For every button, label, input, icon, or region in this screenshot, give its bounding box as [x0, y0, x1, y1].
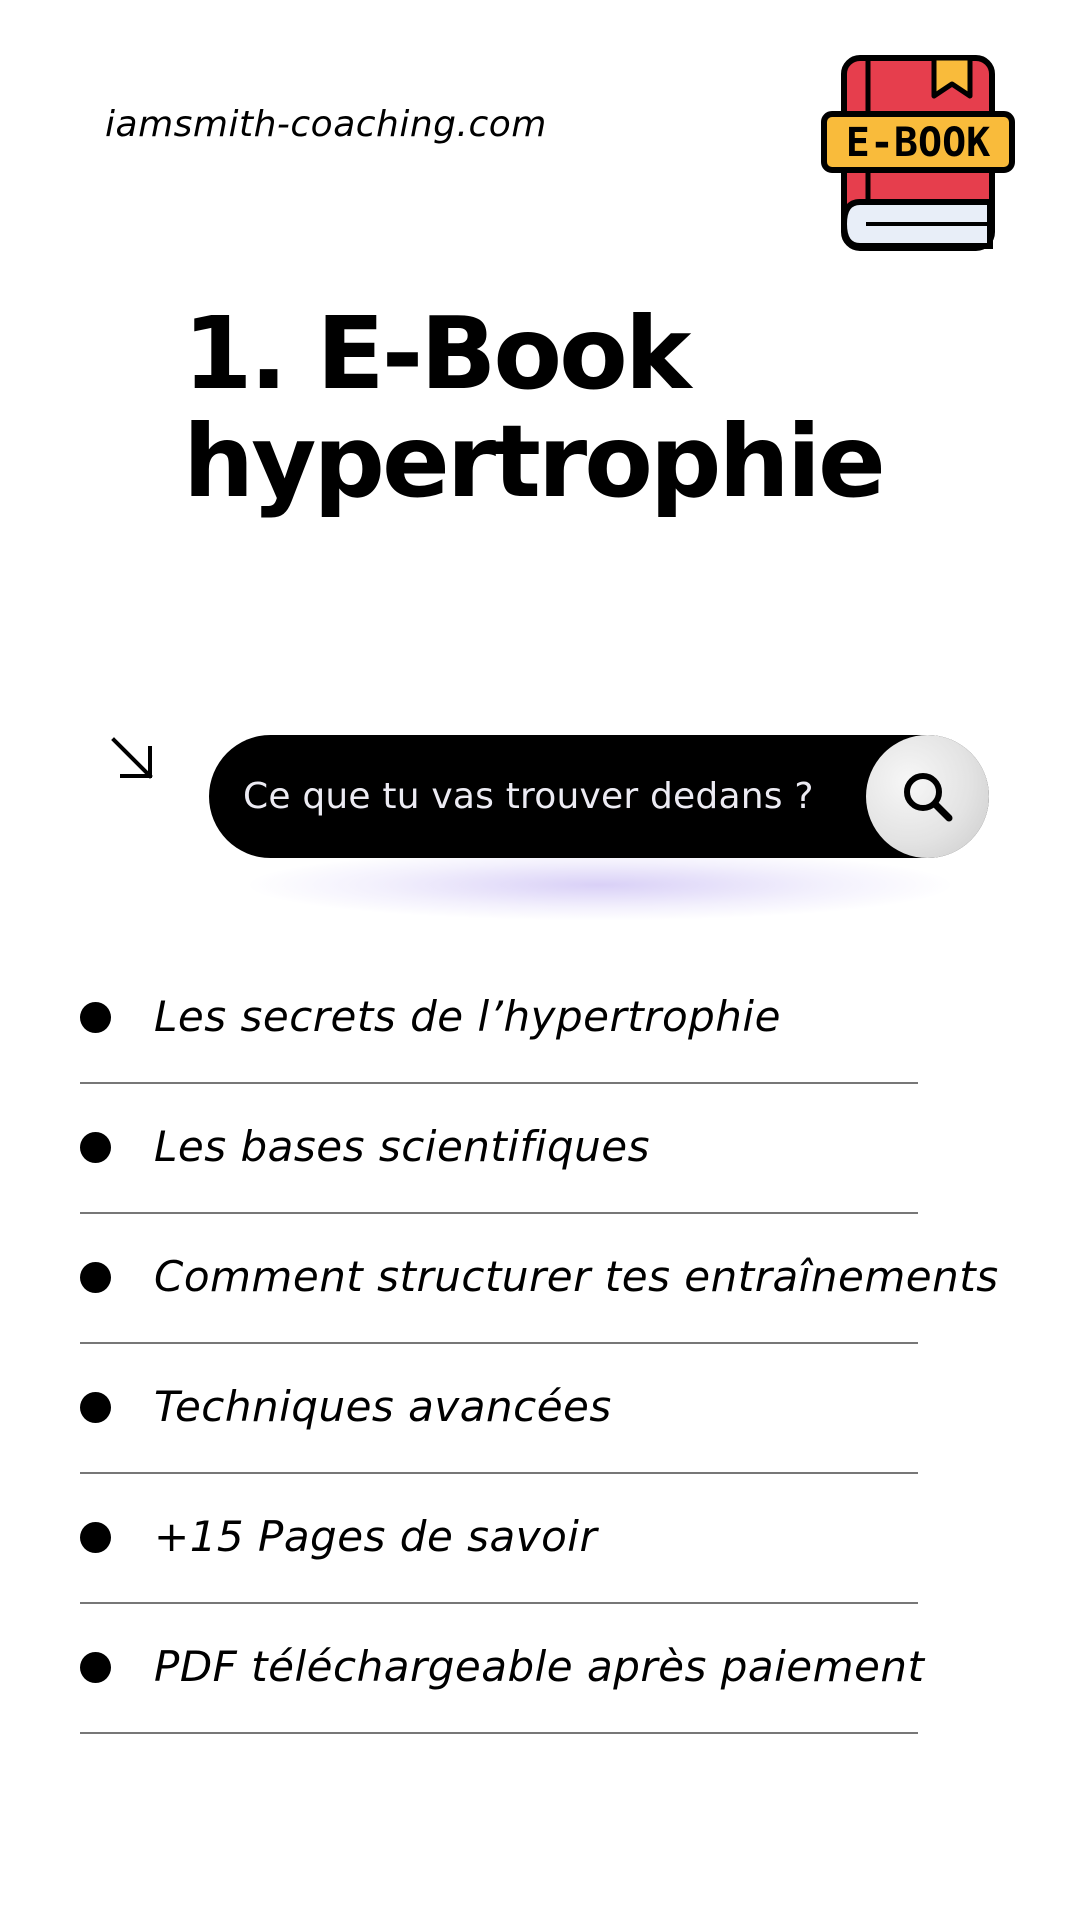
list-item: [80, 1605, 1080, 1735]
bullet-icon: [80, 1262, 111, 1293]
feature-list: [80, 955, 1080, 1735]
bullet-icon: [80, 1652, 111, 1683]
list-item: [80, 1085, 1080, 1215]
ebook-logo-label: E-BOOK: [845, 120, 991, 166]
search-glow: [250, 850, 950, 920]
site-url[interactable]: iamsmith-coaching.com: [105, 104, 547, 145]
divider: [80, 1602, 918, 1604]
feature-text: Techniques avancées: [154, 1382, 612, 1431]
divider: [80, 1212, 918, 1214]
page-title: [183, 295, 883, 520]
divider: [80, 1472, 918, 1474]
search-button[interactable]: [866, 735, 989, 858]
bullet-icon: [80, 1392, 111, 1423]
feature-text: +15 Pages de savoir: [154, 1512, 598, 1561]
list-item: [80, 1475, 1080, 1605]
bullet-icon: [80, 1002, 111, 1033]
feature-text: PDF téléchargeable après paiement: [154, 1642, 925, 1691]
search-bar[interactable]: [209, 735, 989, 858]
ebook-icon: [820, 52, 1016, 252]
arrow-down-right-icon: [108, 734, 158, 784]
bullet-icon: [80, 1132, 111, 1163]
divider: [80, 1082, 918, 1084]
page-title-line2: hypertrophie: [183, 403, 883, 520]
divider: [80, 1732, 918, 1734]
list-item: [80, 1345, 1080, 1475]
list-item: [80, 955, 1080, 1085]
feature-text: Comment structurer tes entraînements: [154, 1252, 999, 1301]
feature-text: Les bases scientifiques: [154, 1122, 651, 1171]
search-label: Ce que tu vas trouver dedans ?: [243, 776, 814, 817]
search-icon: [898, 767, 958, 827]
divider: [80, 1342, 918, 1344]
feature-text: Les secrets de l’hypertrophie: [154, 992, 781, 1041]
page-title-line1: 1. E-Book: [183, 295, 689, 412]
list-item: [80, 1215, 1080, 1345]
bullet-icon: [80, 1522, 111, 1553]
